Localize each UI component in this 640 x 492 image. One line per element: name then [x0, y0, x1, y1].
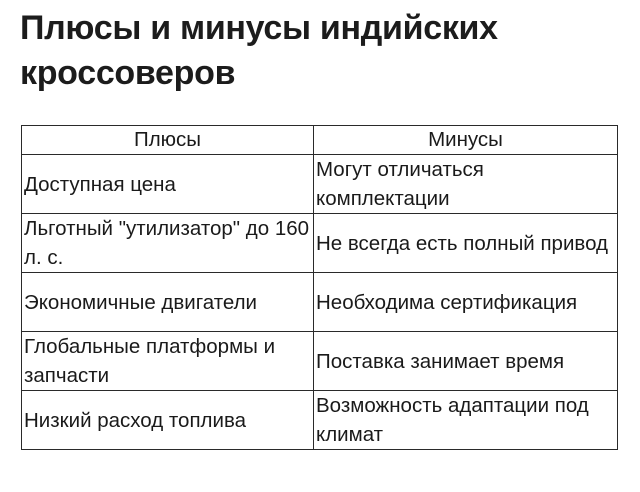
- page-title: Плюсы и минусы индийских кроссоверов: [20, 9, 498, 92]
- table-row: [22, 391, 618, 450]
- cons-cell: Поставка занимает время: [314, 332, 618, 391]
- pros-cell: Глобальные платформы и запчасти: [22, 332, 314, 391]
- pros-cell: Доступная цена: [22, 155, 314, 214]
- cons-cell: Возможность адаптации под климат: [314, 391, 618, 450]
- cons-cell: Могут отличаться комплектации: [314, 155, 618, 214]
- table-row: [22, 332, 618, 391]
- cons-cell: Не всегда есть полный привод: [314, 214, 618, 273]
- pros-cell: Экономичные двигатели: [22, 273, 314, 332]
- pros-cons-table: [21, 125, 618, 450]
- cons-cell: Необходима сертификация: [314, 273, 618, 332]
- header-cons: Минусы: [314, 126, 618, 155]
- table-row: [22, 155, 618, 214]
- pros-cell: Льготный "утилизатор" до 160 л. с.: [22, 214, 314, 273]
- header-pros: Плюсы: [22, 126, 314, 155]
- table-row: [22, 214, 618, 273]
- pros-cell: Низкий расход топлива: [22, 391, 314, 450]
- table-header-row: [22, 126, 618, 155]
- table-row: [22, 273, 618, 332]
